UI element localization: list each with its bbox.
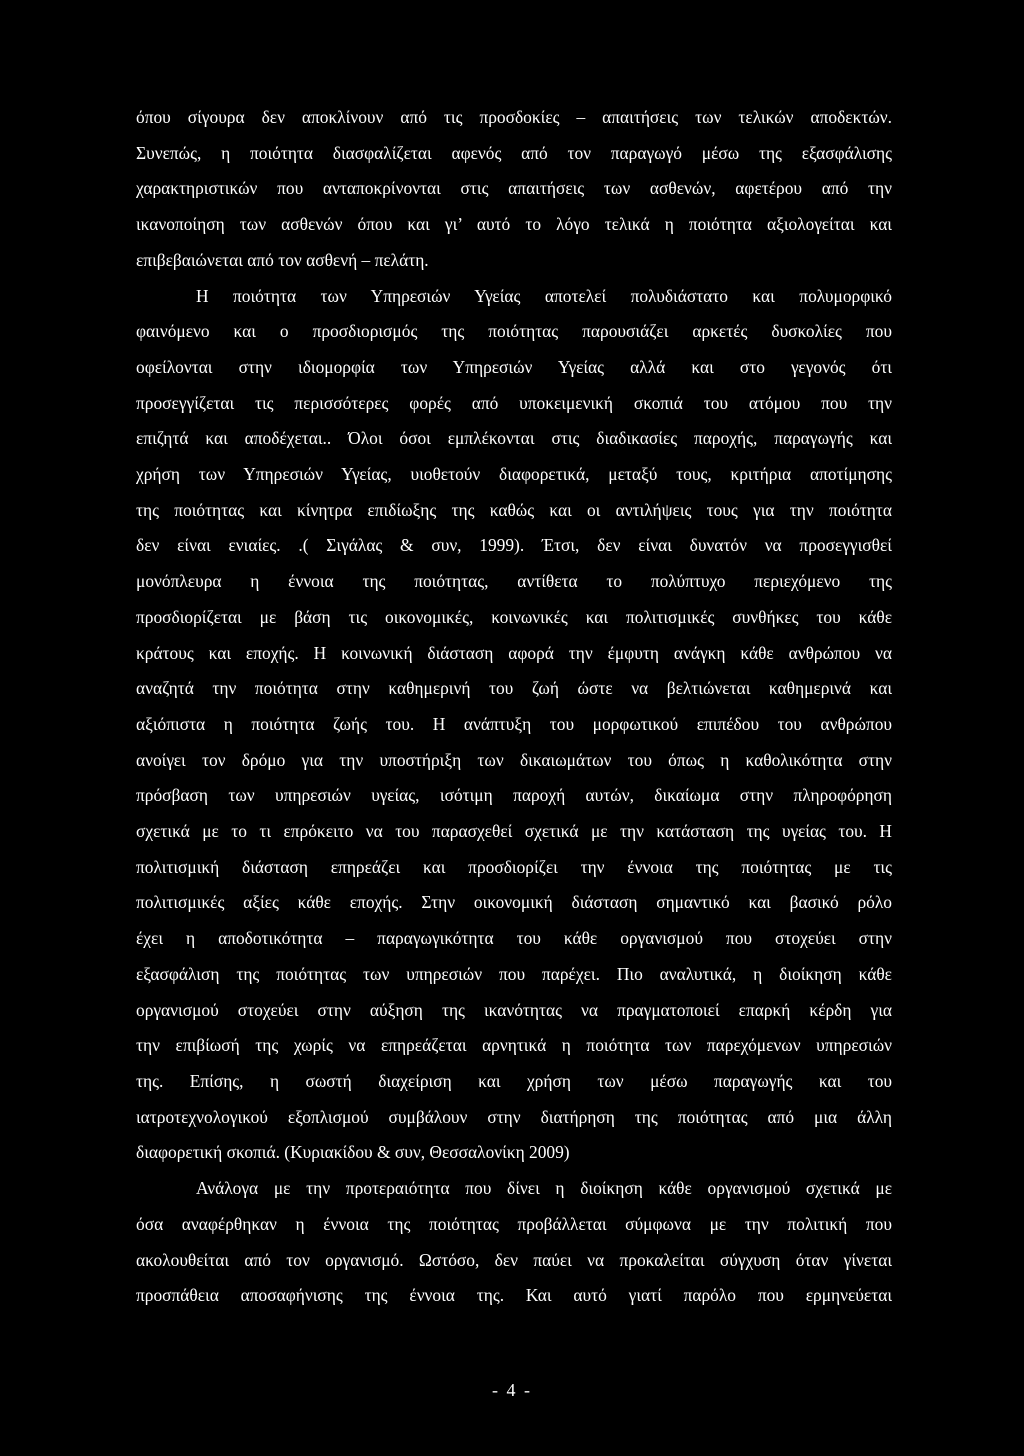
text-line: εξασφάλιση της ποιότητας των υπηρεσιών που παρέχει. Πιο αναλυτικά, η διοίκηση κάθε <box>136 963 892 984</box>
text-line: μονόπλευρα η έννοια της ποιότητας, αντίθετα το πολύπτυχο περιεχόμενο της <box>136 571 892 592</box>
text-line: προσεγγίζεται τις περισσότερες φορές από υποκειμενική σκοπιά του ατόμου που την <box>136 392 892 413</box>
text-line: της. Επίσης, η σωστή διαχείριση και χρήση των μέσω παραγωγής και του <box>136 1070 892 1091</box>
text-line: αναζητά την ποιότητα στην καθημερινή του ζωή ώστε να βελτιώνεται καθημερινά και <box>136 678 892 699</box>
text-line: Ανάλογα με την προτεραιότητα που δίνει η διοίκηση κάθε οργανισμού σχετικά με <box>196 1178 892 1199</box>
text-line: την επιβίωσή της χωρίς να επηρεάζεται αρνητικά η ποιότητα των παρεχόμενων υπηρεσιών <box>136 1035 892 1056</box>
text-line: πολιτισμική διάσταση επηρεάζει και προσδιορίζει την έννοια της ποιότητας με τις <box>136 856 892 877</box>
text-line: οφείλονται στην ιδιομορφία των Υπηρεσιών Υγείας αλλά και στο γεγονός ότι <box>136 356 892 377</box>
text-line: σχετικά με το τι επρόκειτο να του παρασχεθεί σχετικά με την κατάσταση της υγείας του. Η <box>136 821 892 842</box>
text-line: ακολουθείται από τον οργανισμό. Ωστόσο, δεν παύει να προκαλείται σύγχυση όταν γίνεται <box>136 1249 892 1270</box>
text-line: δεν είναι ενιαίες. .( Σιγάλας & συν, 1999). Έτσι, δεν είναι δυνατόν να προσεγγισθεί <box>136 535 892 556</box>
text-line: Συνεπώς, η ποιότητα διασφαλίζεται αφενός από τον παραγωγό μέσω της εξασφάλισης <box>136 142 892 163</box>
text-line: φαινόμενο και ο προσδιορισμός της ποιότητας παρουσιάζει αρκετές δυσκολίες που <box>136 321 892 342</box>
text-line: χαρακτηριστικών που ανταποκρίνονται στις απαιτήσεις των ασθενών, αφετέρου από την <box>136 178 892 199</box>
text-line: όσα αναφέρθηκαν η έννοια της ποιότητας προβάλλεται σύμφωνα με την πολιτική που <box>136 1213 892 1234</box>
text-line: κράτους και εποχής. Η κοινωνική διάσταση αφορά την έμφυτη ανάγκη κάθε ανθρώπου να <box>136 642 892 663</box>
document-page <box>136 100 892 1314</box>
text-line: αξιόπιστα η ποιότητα ζωής του. Η ανάπτυξη του μορφωτικού επιπέδου του ανθρώπου <box>136 713 892 734</box>
text-line: διαφορετική σκοπιά. (Κυριακίδου & συν, Θεσσαλονίκη 2009) <box>136 1142 570 1163</box>
text-line: ανοίγει τον δρόμο για την υποστήριξη των δικαιωμάτων του όπως η καθολικότητα στην <box>136 749 892 770</box>
document-body <box>136 100 892 1314</box>
text-line: επιβεβαιώνεται από τον ασθενή – πελάτη. <box>136 249 429 270</box>
text-line: της ποιότητας και κίνητρα επιδίωξης της καθώς και οι αντιλήψεις τους για την ποιότητα <box>136 499 892 520</box>
text-line: χρήση των Υπηρεσιών Υγείας, υιοθετούν διαφορετικά, μεταξύ τους, κριτήρια αποτίμησης <box>136 464 892 485</box>
text-line: προσδιορίζεται με βάση τις οικονομικές, κοινωνικές και πολιτισμικές συνθήκες του κάθε <box>136 606 892 627</box>
text-line: ιατροτεχνολογικού εξοπλισμού συμβάλουν στην διατήρηση της ποιότητας από μια άλλη <box>136 1106 892 1127</box>
text-line: έχει η αποδοτικότητα – παραγωγικότητα του κάθε οργανισμού που στοχεύει στην <box>136 928 892 949</box>
text-line: προσπάθεια αποσαφήνισης της έννοια της. Και αυτό γιατί παρόλο που ερμηνεύεται <box>136 1285 892 1306</box>
text-line: ικανοποίηση των ασθενών όπου και γι’ αυτό το λόγο τελικά η ποιότητα αξιολογείται και <box>136 214 892 235</box>
text-line: πολιτισμικές αξίες κάθε εποχής. Στην οικονομική διάσταση σημαντικό και βασικό ρόλο <box>136 892 892 913</box>
page-number: - 4 - <box>492 1380 532 1400</box>
text-line: οργανισμού στοχεύει στην αύξηση της ικανότητας να πραγματοποιεί επαρκή κέρδη για <box>136 999 892 1020</box>
text-line: Η ποιότητα των Υπηρεσιών Υγείας αποτελεί πολυδιάστατο και πολυμορφικό <box>196 285 892 306</box>
text-line: όπου σίγουρα δεν αποκλίνουν από τις προσδοκίες – απαιτήσεις των τελικών αποδεκτών. <box>136 107 892 127</box>
text-line: πρόσβαση των υπηρεσιών υγείας, ισότιμη παροχή αυτών, δικαίωμα στην πληροφόρηση <box>136 785 892 806</box>
text-line: επιζητά και αποδέχεται.. Όλοι όσοι εμπλέκονται στις διαδικασίες παροχής, παραγωγής και <box>136 428 892 449</box>
